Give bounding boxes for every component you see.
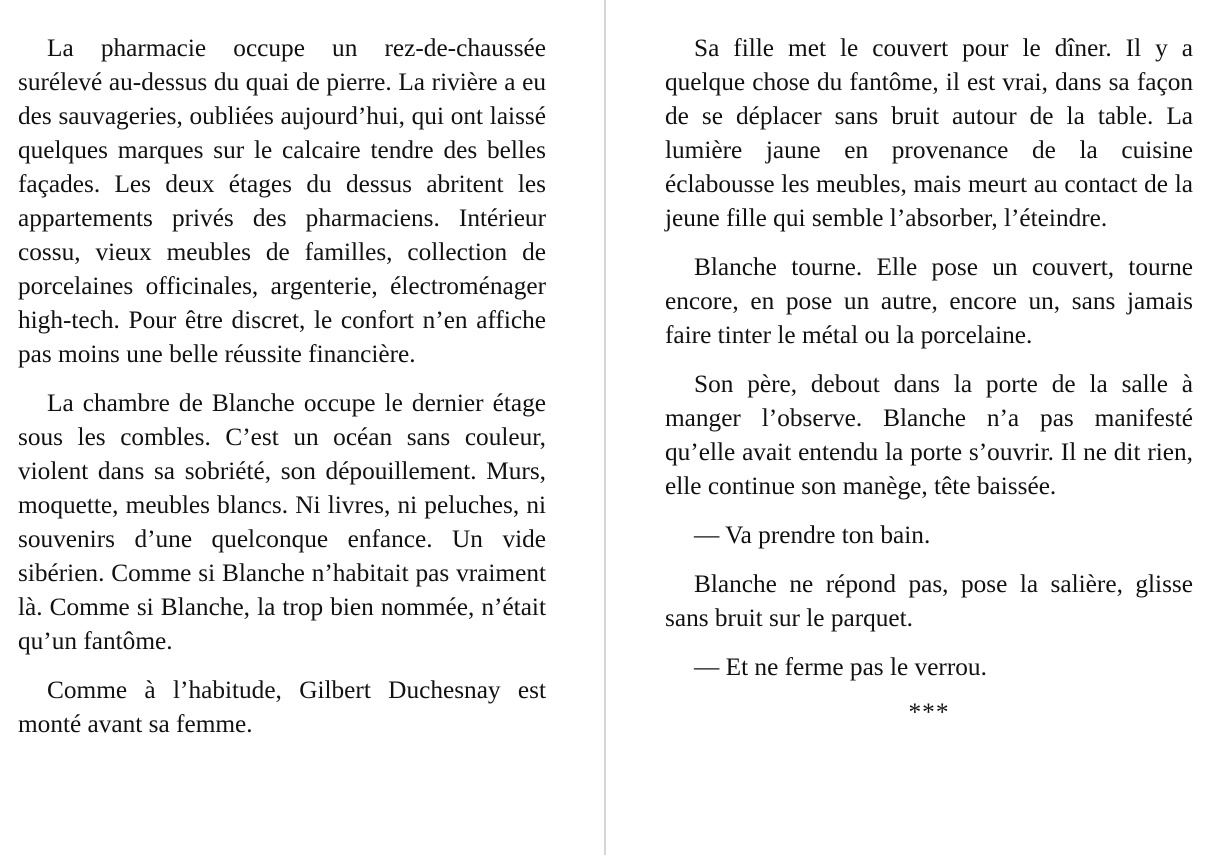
section-separator: *** xyxy=(908,698,950,726)
dialogue-line: — Va prendre ton bain. xyxy=(694,521,931,549)
paragraph: Sa fille met le couvert pour le dîner. Il y a quelque chose du fantôme, il est vrai, dans sa façon de se déplacer sans bruit autour de la table. La lumière jaune en provenance de la cuisine éclabousse les meubles, mais meurt au contact de la jeune fille qui semble l’absorber, l’éteindre. xyxy=(665,34,1193,232)
left-page xyxy=(0,0,604,855)
paragraph: Son père, debout dans la porte de la salle à manger l’observe. Blanche n’a pas manifesté qu’elle avait entendu la porte s’ouvrir. Il ne dit rien, elle continue son manège, tête baissée. xyxy=(665,370,1193,500)
paragraph: La pharmacie occupe un rez-de-chaussée surélevé au-dessus du quai de pierre. La rivière a eu des sauvageries, oubliées aujourd’hui, qui ont laissé quelques marques sur le calcaire tendre des belles façades. Les deux étages du dessus abritent les appartements privés des pharmaciens. Intérieur cossu, vieux meubles de familles, collection de porcelaines officinales, argenterie, électroménager high-tech. Pour être discret, le confort n’en affiche pas moins une belle réussite financière. xyxy=(18,34,546,368)
paragraph: Comme à l’habitude, Gilbert Duchesnay est monté avant sa femme. xyxy=(18,676,546,738)
dialogue-line: — Et ne ferme pas le verrou. xyxy=(694,653,987,681)
paragraph: Blanche ne répond pas, pose la salière, glisse sans bruit sur le parquet. xyxy=(665,570,1193,632)
paragraph: Blanche tourne. Elle pose un couvert, tourne encore, en pose un autre, encore un, sans jamais faire tinter le métal ou la porcelaine. xyxy=(665,253,1193,349)
paragraph: La chambre de Blanche occupe le dernier étage sous les combles. C’est un océan sans couleur, violent dans sa sobriété, son dépouillement. Murs, moquette, meubles blancs. Ni livres, ni peluches, ni souvenirs d’une quelconque enfance. Un vide sibérien. Comme si Blanche n’habitait pas vraiment là. Comme si Blanche, la trop bien nommée, n’était qu’un fantôme. xyxy=(18,389,546,655)
right-page xyxy=(607,0,1219,855)
page-divider xyxy=(604,0,606,855)
